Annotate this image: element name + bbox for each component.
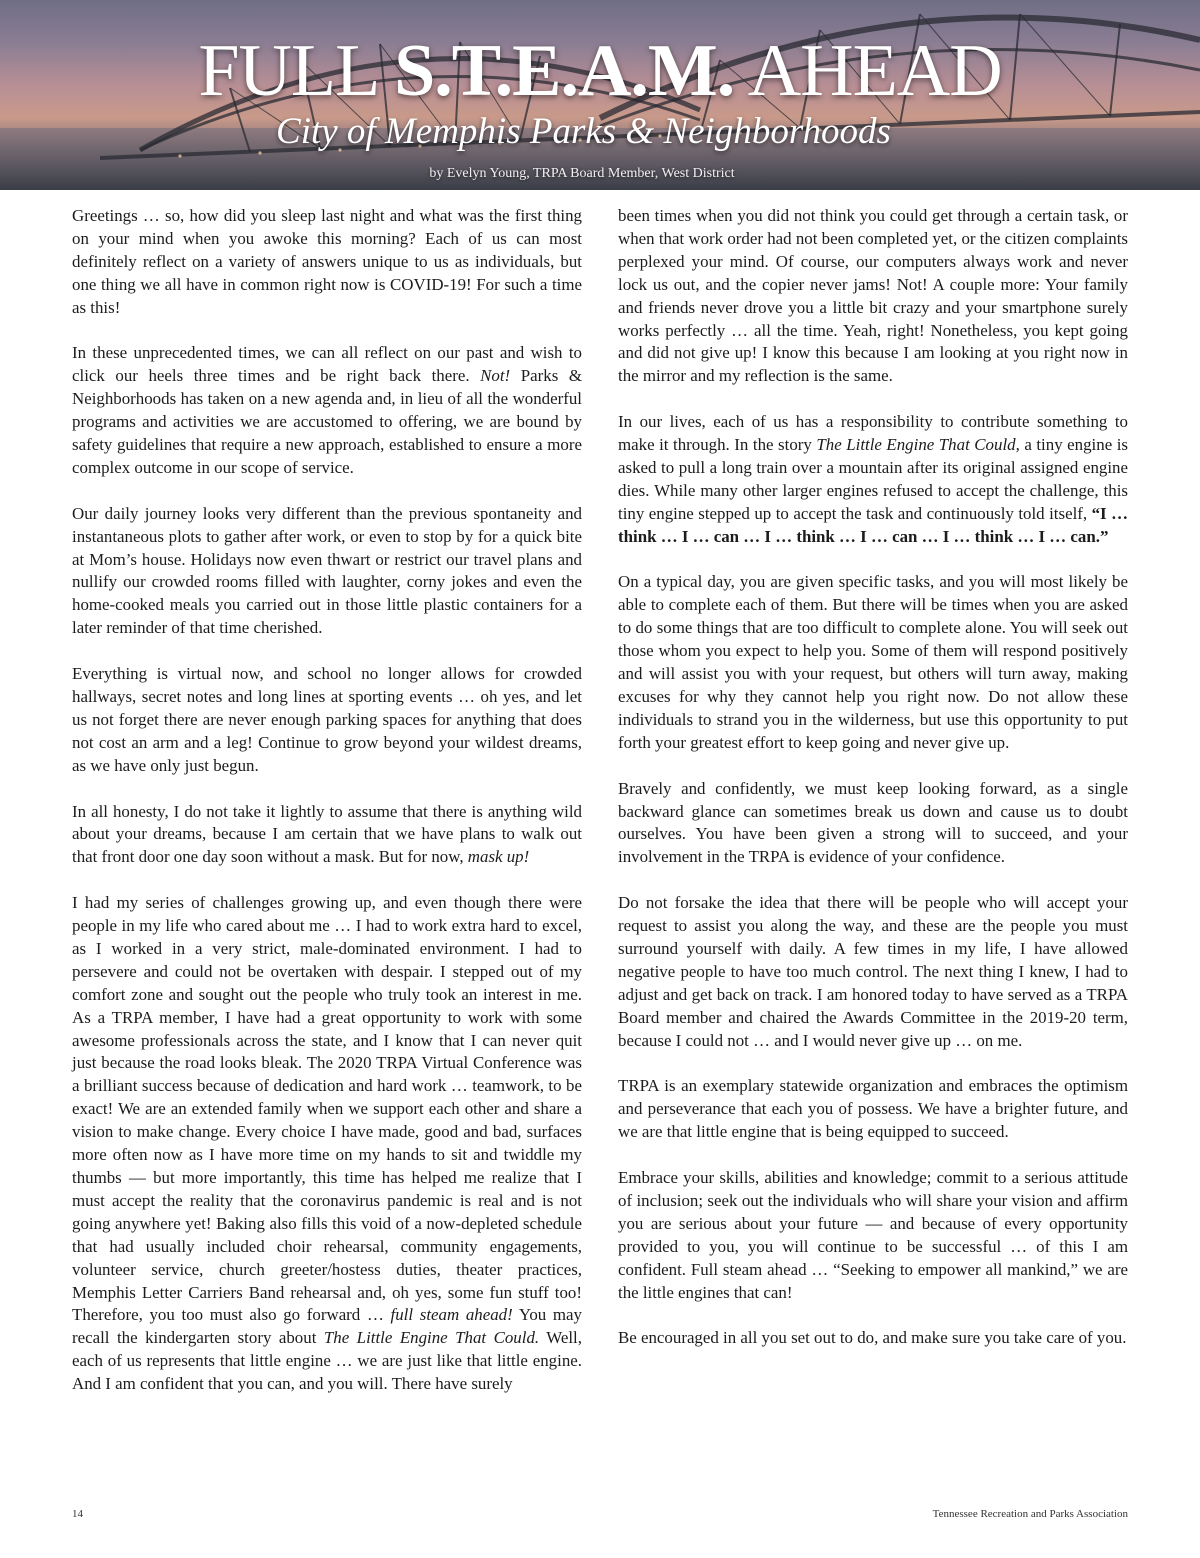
- text: Everything is virtual now, and school no longer allows for crowded hallways, secret notes and long lines at sporting events … oh yes, and let us not forget there are never enough parking spaces for anything that does not cost an arm and a leg! Continue to grow beyond your wildest dreams, as we have only just begun.: [72, 664, 582, 775]
- paragraph: [618, 892, 1128, 1052]
- paragraph: [618, 778, 1128, 870]
- page-title: [0, 30, 1200, 112]
- emphasis: The Little Engine That Could.: [323, 1328, 540, 1348]
- strong-quote: “I … think … I … can … I … think … I … can … I … think … I … can.”: [618, 503, 1128, 546]
- organization-name: Tennessee Recreation and Parks Association: [932, 1508, 1128, 1520]
- paragraph: [618, 1075, 1128, 1144]
- paragraph: [72, 503, 582, 640]
- paragraph: [618, 411, 1128, 548]
- text: a tiny engine is asked to pull a long train over a mountain after its original assigned engine dies. While many other larger engines refused to accept the challenge, this tiny engine stepped up to accept the task and continuously told itself,: [618, 435, 1128, 523]
- paragraph: [72, 892, 582, 1396]
- text: Bravely and confidently, we must keep looking forward, as a single backward glance can sometimes break us down and cause us to doubt ourselves. You have been given a strong will to succeed, and your involvement in the TRPA is evidence of your confidence.: [618, 778, 1128, 867]
- paragraph: [72, 663, 582, 778]
- text: Do not forsake the idea that there will be people who will accept your request to assist you along the way, and these are the people you must surround yourself with daily. A few times in my life, I have allowed negative people to have too much control. The next thing I knew, I had to adjust and get back on track. I am honored today to have served as a TRPA Board member and chaired the Awards Committee in the 2019-20 term, because I could not … and I would never give up … on me.: [618, 893, 1128, 1050]
- paragraph: [72, 342, 582, 479]
- right-column: [618, 205, 1128, 1350]
- left-column: [72, 205, 582, 1396]
- text: On a typical day, you are given specific tasks, and you will most likely be able to complete each of them. But there will be times when you are asked to do some things that are too difficult to complete alone. You will seek out those whom you expect to help you. Some of them will respond positively and will assist you with your request, but others will turn away, making excuses for why they cannot help you right now. Do not allow these individuals to strand you in the wilderness, but use this opportunity to put forth your greatest effort to keep going and never give up.: [618, 572, 1128, 752]
- title-bold: S.T.E.A.M.: [394, 30, 735, 112]
- byline: by Evelyn Young, TRPA Board Member, West District: [429, 166, 735, 181]
- paragraph: [618, 1167, 1128, 1304]
- text: Be encouraged in all you set out to do, and make sure you take care of you.: [618, 1328, 1127, 1348]
- title-suffix: AHEAD: [747, 30, 1002, 112]
- text: Greetings … so, how did you sleep last night and what was the first thing on your mind when you awoke this morning? Each of us can most definitely reflect on a variety of answers unique to us as individuals, but one thing we all have in common right now is COVID-19! For such a time as this!: [72, 206, 582, 317]
- paragraph: [618, 1327, 1128, 1350]
- text: In our lives, each of us has a responsibility to contribute something to make it through. In the story: [618, 412, 1128, 455]
- text: TRPA is an exemplary statewide organization and embraces the optimism and perseverance that each you of possess. We have a brighter future, and we are that little engine that is being equipped to succeed.: [618, 1076, 1128, 1142]
- paragraph: [618, 571, 1128, 754]
- emphasis: The Little Engine That Could,: [816, 435, 1020, 455]
- header-banner: [0, 0, 1200, 190]
- text: You may recall the kindergarten story about: [72, 1305, 582, 1348]
- emphasis: full steam ahead!: [390, 1305, 513, 1325]
- emphasis: mask up!: [467, 847, 530, 867]
- subtitle: City of Memphis Parks & Neighborhoods: [276, 111, 891, 152]
- text: Well, each of us represents that little engine … we are just like that little engine. And I am confident that you can, and you will. There have surely: [72, 1328, 582, 1394]
- paragraph: [72, 801, 582, 870]
- text: been times when you did not think you could get through a certain task, or when that work order had not been completed yet, or the citizen complaints perplexed your mind. Of course, our computers always work and never lock us out, and the copier never jams! Not! A couple more: Your family and friends never drove you a little bit crazy and your smartphone surely works perfectly … all the time. Yeah, right! Nonetheless, you kept going and did not give up! I know this because I am looking at you right now in the mirror and my reflection is the same.: [618, 206, 1128, 386]
- paragraph: [72, 205, 582, 320]
- text: In all honesty, I do not take it lightly to assume that there is anything wild about your dreams, because I am certain that we have plans to walk out that front door one day soon without a mask. But for now,: [72, 801, 582, 867]
- emphasis: Not!: [480, 366, 511, 386]
- text: Parks & Neighborhoods has taken on a new agenda and, in lieu of all the wonderful programs and activities we are accustomed to offering, we are bound by safety guidelines that require a new approach, established to ensure a more complex outcome in our scope of service.: [72, 366, 583, 477]
- page-number: 14: [72, 1508, 83, 1520]
- paragraph: [618, 205, 1128, 388]
- text: I had my series of challenges growing up, and even though there were people in my life who cared about me … I had to work extra hard to excel, as I worked in a very strict, male-dominated environment. I had to persevere and could not be overtaken with despair. I stepped out of my comfort zone and sought out the people who truly took an interest in me. As a TRPA member, I have had a great opportunity to work with some awesome professionals across the state, and I know that I can never quit just because the road looks bleak. The 2020 TRPA Virtual Conference was a brilliant success because of dedication and hard work … teamwork, to be exact! We are an extended family when we support each other and share a vision to make change. Every choice I have made, good and bad, surfaces more often now as I have more time on my hands to sit and twiddle my thumbs — but more importantly, this time has helped me realize that I must accept the reality that the coronavirus pandemic is real and is not going anywhere yet! Baking also fills this void of a now-depleted schedule that had usually included choir rehearsal, community engagements, volunteer service, church greeter/hostess duties, theater practices, Memphis Letter Carriers Band rehearsal and, oh yes, some fun stuff too! Therefore, you too must also go forward …: [72, 893, 582, 1325]
- title-prefix: FULL: [198, 30, 377, 112]
- text: Our daily journey looks very different than the previous spontaneity and instantaneous plots to gather after work, or even to stop by for a quick bite at Mom’s house. Holidays now even thwart or restrict our travel plans and nullify our crowded rooms filled with laughter, corny jokes and even the home-cooked meals you carried out in those little plastic containers for a later reminder of that time cherished.: [72, 503, 582, 638]
- text: Embrace your skills, abilities and knowledge; commit to a serious attitude of inclusion; seek out the individuals who will share your vision and affirm you are serious about your future — and because of every opportunity provided to you, you will continue to be successful … of this I am confident. Full steam ahead … “Seeking to empower all mankind,” we are the little engines that can!: [618, 1167, 1128, 1302]
- text: In these unprecedented times, we can all reflect on our past and wish to click our heels three times and be right back there.: [72, 343, 582, 386]
